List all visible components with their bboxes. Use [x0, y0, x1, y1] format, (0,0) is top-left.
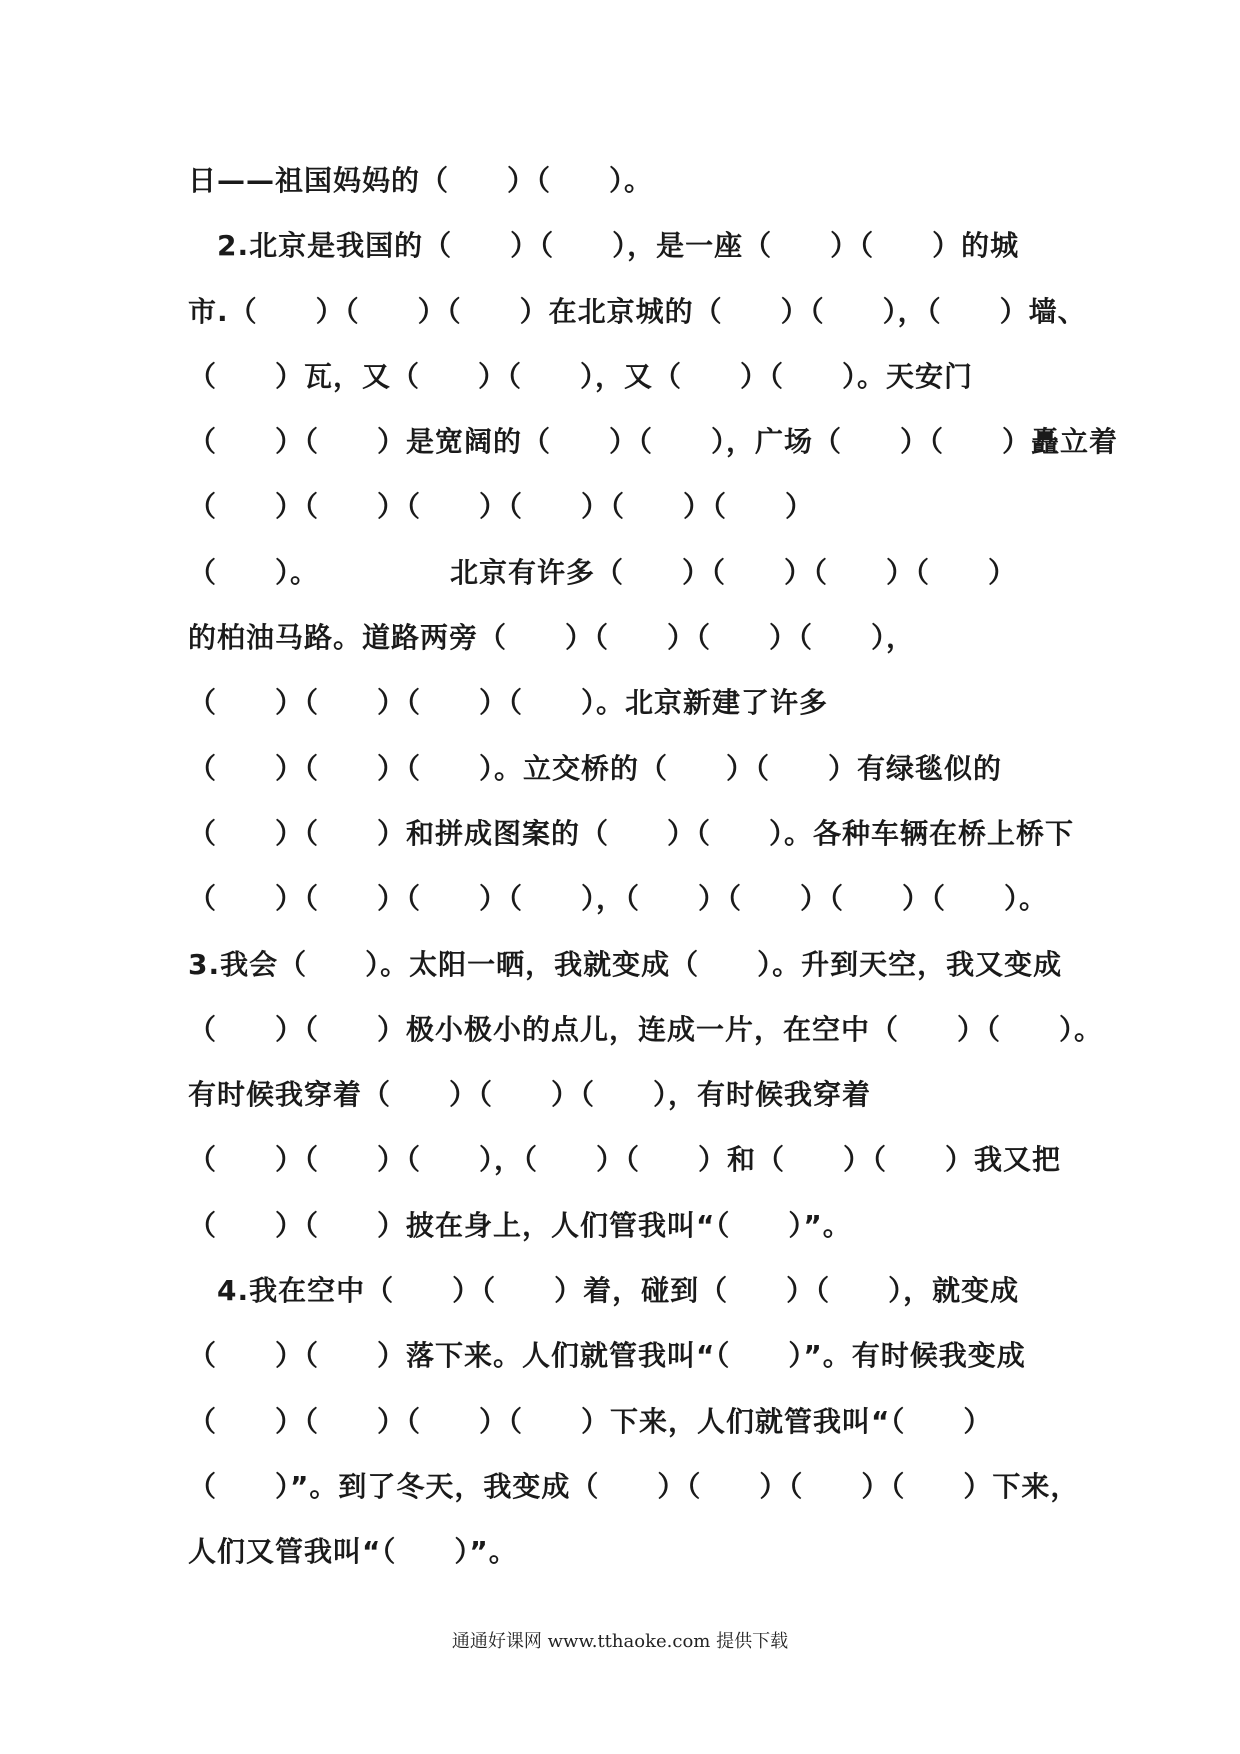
text-line: 2.北京是我国的（ ）（ ），是一座（ ）（ ）的城 [188, 229, 1020, 263]
text-line: （ ）（ ）（ ）（ ）。北京新建了许多 [188, 686, 829, 720]
text-line: （ ）”。到了冬天，我变成（ ）（ ）（ ）（ ）下来， [188, 1469, 1080, 1503]
text-line: 日——祖国妈妈的（ ）（ ）。 [188, 164, 654, 197]
text-line: （ ）（ ）和拼成图案的（ ）（ ）。各种车辆在桥上桥下 [188, 816, 1075, 850]
text-line: （ ）（ ）（ ）（ ）下来，人们就管我叫“（ ） [188, 1404, 993, 1438]
text-line: （ ）（ ）极小极小的点儿，连成一片，在空中（ ）（ ）。 [188, 1012, 1104, 1046]
text-line: 市.（ ）（ ）（ ）在北京城的（ ）（ ），（ ）墙、 [188, 294, 1087, 328]
text-line: （ ）（ ）是宽阔的（ ）（ ），广场（ ）（ ）矗立着 [188, 425, 1119, 459]
text-line: （ ）（ ）（ ），（ ）（ ）和（ ）（ ）我又把 [188, 1143, 1062, 1177]
worksheet-body [188, 160, 1119, 1597]
text-line: 4.我在空中（ ）（ ）着，碰到（ ）（ ），就变成 [188, 1274, 1020, 1308]
text-line: 人们又管我叫“（ ）”。 [188, 1535, 518, 1569]
text-line: （ ）（ ）（ ）（ ）（ ）（ ） [188, 490, 815, 524]
page-footer: 通通好课网 www.tthaoke.com 提供下载 [451, 1631, 789, 1652]
text-line: 3.我会（ ）。太阳一晒，我就变成（ ）。升到天空，我又变成 [188, 947, 1063, 981]
text-line: （ ）瓦，又（ ）（ ），又（ ）（ ）。天安门 [188, 359, 974, 393]
text-line: （ ）（ ）（ ）。立交桥的（ ）（ ）有绿毯似的 [188, 751, 1003, 785]
text-line: （ ）（ ）披在身上，人们管我叫“（ ）”。 [188, 1208, 852, 1242]
text-line: （ ）。 北京有许多（ ）（ ）（ ）（ ） [188, 555, 1018, 589]
text-line: （ ）（ ）落下来。人们就管我叫“（ ）”。有时候我变成 [188, 1339, 1026, 1373]
text-line: 有时候我穿着（ ）（ ）（ ），有时候我穿着 [188, 1078, 872, 1112]
text-line: 的柏油马路。道路两旁（ ）（ ）（ ）（ ）， [188, 621, 916, 655]
text-line: （ ）（ ）（ ）（ ），（ ）（ ）（ ）（ ）。 [188, 882, 1049, 916]
